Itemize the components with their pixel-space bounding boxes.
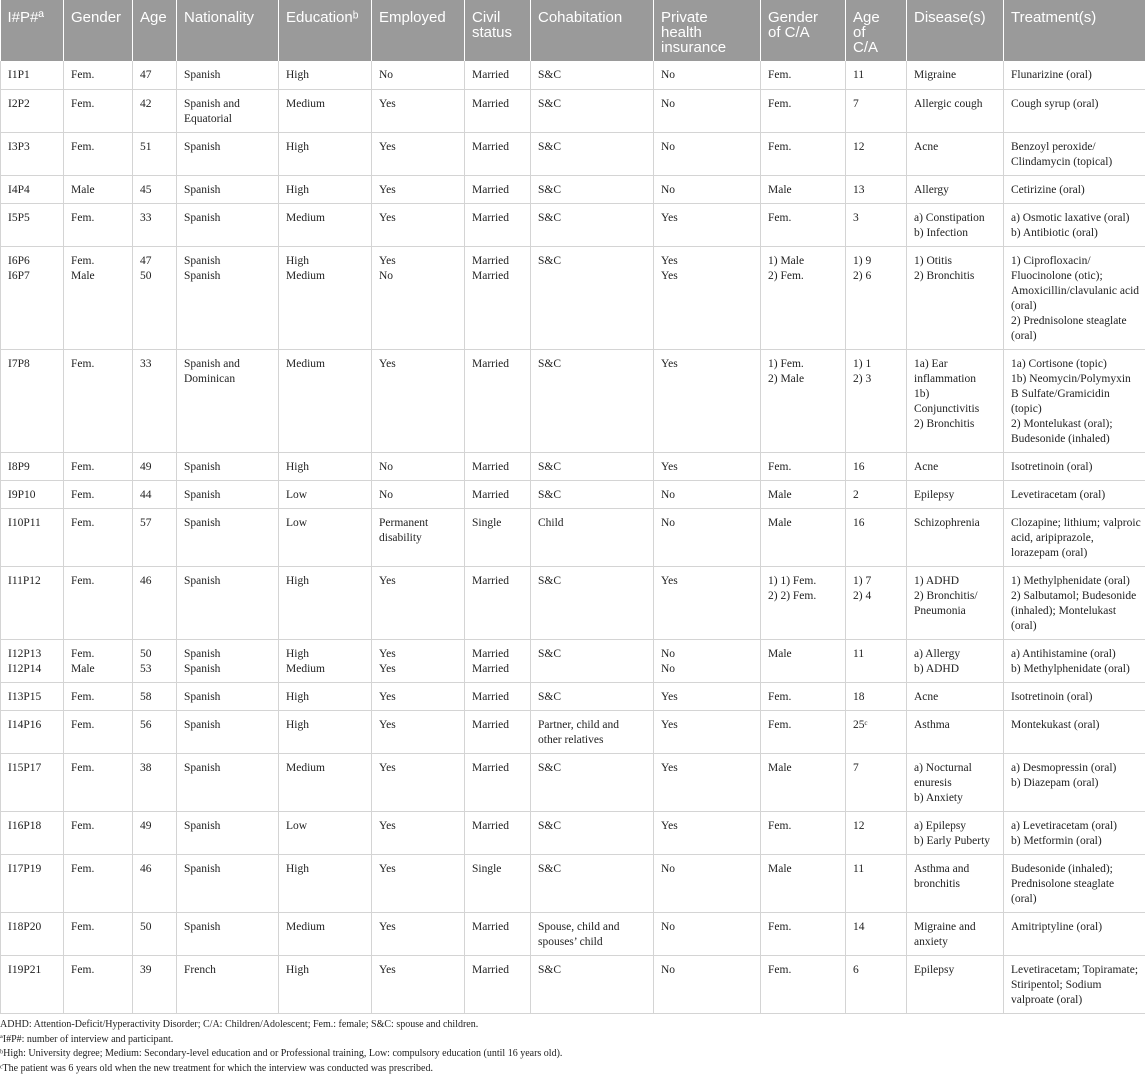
- cell-age: 33: [133, 203, 177, 246]
- cell-age: 58: [133, 682, 177, 710]
- table-row: [1, 682, 1145, 710]
- cell-age: 46: [133, 854, 177, 912]
- cell-gender-ca: Male: [761, 639, 846, 682]
- cell-treatments: Clozapine; lithium; valproic acid, aripiprazole, lorazepam (oral): [1004, 508, 1145, 566]
- column-header-employed: Employed: [372, 0, 465, 61]
- cell-private-insurance: No No: [654, 639, 761, 682]
- cell-cohabitation: S&C: [531, 753, 654, 811]
- cell-id: I9P10: [1, 480, 64, 508]
- cell-private-insurance: Yes: [654, 349, 761, 452]
- cell-age-ca: 12: [846, 811, 907, 854]
- cell-education: High: [279, 710, 372, 753]
- table-row: [1, 480, 1145, 508]
- cell-gender-ca: Male: [761, 854, 846, 912]
- cell-nationality: Spanish: [177, 203, 279, 246]
- table-row: [1, 912, 1145, 955]
- cell-treatments: a) Osmotic laxative (oral) b) Antibiotic (oral): [1004, 203, 1145, 246]
- table-body: [1, 61, 1145, 1013]
- cell-gender: Fem.: [64, 955, 133, 1013]
- column-header-civil-status: Civil status: [465, 0, 531, 61]
- cell-cohabitation: S&C: [531, 203, 654, 246]
- cell-diseases: a) Nocturnal enuresis b) Anxiety: [907, 753, 1004, 811]
- table-row: [1, 61, 1145, 89]
- cell-diseases: a) Epilepsy b) Early Puberty: [907, 811, 1004, 854]
- cell-employed: Yes: [372, 955, 465, 1013]
- table-row: [1, 811, 1145, 854]
- cell-gender: Fem.: [64, 349, 133, 452]
- cell-gender-ca: Fem.: [761, 955, 846, 1013]
- column-header-education: Educationᵇ: [279, 0, 372, 61]
- cell-private-insurance: Yes: [654, 566, 761, 639]
- cell-diseases: Asthma: [907, 710, 1004, 753]
- cell-civil-status: Married: [465, 566, 531, 639]
- cell-cohabitation: S&C: [531, 480, 654, 508]
- cell-civil-status: Single: [465, 508, 531, 566]
- cell-cohabitation: S&C: [531, 89, 654, 132]
- cell-age-ca: 1) 9 2) 6: [846, 246, 907, 349]
- cell-civil-status: Married: [465, 61, 531, 89]
- cell-cohabitation: S&C: [531, 811, 654, 854]
- column-header-treatments: Treatment(s): [1004, 0, 1145, 61]
- cell-education: High: [279, 566, 372, 639]
- cell-education: High: [279, 132, 372, 175]
- cell-civil-status: Married: [465, 480, 531, 508]
- cell-age-ca: 3: [846, 203, 907, 246]
- cell-education: Low: [279, 811, 372, 854]
- cell-age: 50 53: [133, 639, 177, 682]
- cell-nationality: Spanish: [177, 132, 279, 175]
- cell-civil-status: Married Married: [465, 246, 531, 349]
- cell-diseases: Schizophrenia: [907, 508, 1004, 566]
- cell-cohabitation: S&C: [531, 175, 654, 203]
- cell-id: I1P1: [1, 61, 64, 89]
- cell-age-ca: 6: [846, 955, 907, 1013]
- cell-nationality: Spanish: [177, 710, 279, 753]
- table-row: [1, 753, 1145, 811]
- cell-cohabitation: S&C: [531, 566, 654, 639]
- cell-nationality: Spanish: [177, 682, 279, 710]
- cell-employed: Yes: [372, 811, 465, 854]
- cell-age-ca: 12: [846, 132, 907, 175]
- cell-private-insurance: No: [654, 175, 761, 203]
- table-row: [1, 955, 1145, 1013]
- cell-age: 47: [133, 61, 177, 89]
- table-footnotes: [0, 1018, 1145, 1076]
- cell-nationality: Spanish: [177, 811, 279, 854]
- column-header-gender-ca: Gender of C/A: [761, 0, 846, 61]
- cell-employed: Yes: [372, 203, 465, 246]
- cell-id: I17P19: [1, 854, 64, 912]
- cell-id: I11P12: [1, 566, 64, 639]
- cell-gender: Fem.: [64, 61, 133, 89]
- cell-private-insurance: No: [654, 854, 761, 912]
- table-row: [1, 854, 1145, 912]
- cell-gender: Fem.: [64, 811, 133, 854]
- cell-diseases: Acne: [907, 682, 1004, 710]
- table-row: [1, 175, 1145, 203]
- cell-diseases: Acne: [907, 452, 1004, 480]
- cell-gender: Fem.: [64, 912, 133, 955]
- cell-education: High: [279, 61, 372, 89]
- cell-employed: Yes: [372, 566, 465, 639]
- cell-employed: Yes: [372, 854, 465, 912]
- cell-treatments: Amitriptyline (oral): [1004, 912, 1145, 955]
- cell-gender: Fem.: [64, 203, 133, 246]
- cell-age-ca: 25ᶜ: [846, 710, 907, 753]
- cell-gender-ca: Fem.: [761, 203, 846, 246]
- cell-nationality: Spanish: [177, 480, 279, 508]
- cell-id: I18P20: [1, 912, 64, 955]
- cell-id: I15P17: [1, 753, 64, 811]
- cell-id: I6P6 I6P7: [1, 246, 64, 349]
- cell-gender-ca: 1) Fem. 2) Male: [761, 349, 846, 452]
- cell-civil-status: Married: [465, 132, 531, 175]
- cell-gender-ca: Fem.: [761, 61, 846, 89]
- cell-employed: Yes: [372, 89, 465, 132]
- cell-diseases: 1) ADHD 2) Bronchitis/ Pneumonia: [907, 566, 1004, 639]
- cell-private-insurance: Yes: [654, 203, 761, 246]
- cell-cohabitation: S&C: [531, 349, 654, 452]
- table-row: [1, 639, 1145, 682]
- cell-treatments: Isotretinoin (oral): [1004, 452, 1145, 480]
- cell-gender-ca: Fem.: [761, 89, 846, 132]
- cell-diseases: 1) Otitis 2) Bronchitis: [907, 246, 1004, 349]
- cell-age-ca: 18: [846, 682, 907, 710]
- cell-nationality: Spanish Spanish: [177, 246, 279, 349]
- cell-cohabitation: Partner, child and other relatives: [531, 710, 654, 753]
- cell-gender-ca: Male: [761, 753, 846, 811]
- cell-gender: Fem.: [64, 710, 133, 753]
- cell-nationality: Spanish: [177, 566, 279, 639]
- cell-private-insurance: Yes: [654, 811, 761, 854]
- cell-age-ca: 7: [846, 753, 907, 811]
- cell-private-insurance: No: [654, 955, 761, 1013]
- cell-employed: Permanent disability: [372, 508, 465, 566]
- cell-age: 49: [133, 452, 177, 480]
- column-header-age: Age: [133, 0, 177, 61]
- cell-nationality: Spanish: [177, 508, 279, 566]
- cell-private-insurance: No: [654, 61, 761, 89]
- cell-nationality: Spanish and Equatorial: [177, 89, 279, 132]
- cell-employed: No: [372, 452, 465, 480]
- cell-treatments: Montekukast (oral): [1004, 710, 1145, 753]
- cell-employed: Yes: [372, 175, 465, 203]
- cell-id: I13P15: [1, 682, 64, 710]
- cell-id: I2P2: [1, 89, 64, 132]
- table-row: [1, 246, 1145, 349]
- cell-gender: Male: [64, 175, 133, 203]
- table-row: [1, 132, 1145, 175]
- cell-gender: Fem.: [64, 452, 133, 480]
- cell-age-ca: 13: [846, 175, 907, 203]
- cell-private-insurance: No: [654, 132, 761, 175]
- cell-age-ca: 14: [846, 912, 907, 955]
- cell-treatments: Cough syrup (oral): [1004, 89, 1145, 132]
- cell-treatments: 1) Ciprofloxacin/ Fluocinolone (otic); Amoxicillin/clavulanic acid (oral) 2) Prednisolone steaglate (oral): [1004, 246, 1145, 349]
- cell-diseases: Allergic cough: [907, 89, 1004, 132]
- cell-employed: Yes: [372, 682, 465, 710]
- table-row: [1, 452, 1145, 480]
- cell-civil-status: Married: [465, 682, 531, 710]
- cell-age: 49: [133, 811, 177, 854]
- cell-age-ca: 11: [846, 61, 907, 89]
- cell-gender-ca: 1) 1) Fem. 2) 2) Fem.: [761, 566, 846, 639]
- column-header-age-ca: Age of C/A: [846, 0, 907, 61]
- footnote-b: ᵇHigh: University degree; Medium: Secondary-level education and or Professional training, Low: compulsory education (until 16 years old).: [0, 1048, 563, 1059]
- cell-civil-status: Married: [465, 811, 531, 854]
- cell-gender-ca: Male: [761, 175, 846, 203]
- cell-cohabitation: S&C: [531, 682, 654, 710]
- cell-nationality: French: [177, 955, 279, 1013]
- cell-education: High: [279, 682, 372, 710]
- cell-diseases: Epilepsy: [907, 480, 1004, 508]
- cell-treatments: a) Levetiracetam (oral) b) Metformin (oral): [1004, 811, 1145, 854]
- cell-private-insurance: Yes: [654, 682, 761, 710]
- cell-age: 33: [133, 349, 177, 452]
- cell-gender-ca: Fem.: [761, 452, 846, 480]
- cell-education: Medium: [279, 89, 372, 132]
- cell-cohabitation: Child: [531, 508, 654, 566]
- cell-education: High Medium: [279, 246, 372, 349]
- cell-education: High: [279, 175, 372, 203]
- cell-age: 45: [133, 175, 177, 203]
- cell-treatments: Isotretinoin (oral): [1004, 682, 1145, 710]
- cell-gender: Fem.: [64, 132, 133, 175]
- cell-treatments: a) Antihistamine (oral) b) Methylphenidate (oral): [1004, 639, 1145, 682]
- cell-id: I4P4: [1, 175, 64, 203]
- cell-civil-status: Married: [465, 452, 531, 480]
- cell-diseases: 1a) Ear inflammation 1b) Conjunctivitis 2) Bronchitis: [907, 349, 1004, 452]
- cell-employed: Yes: [372, 132, 465, 175]
- cell-diseases: Migraine: [907, 61, 1004, 89]
- cell-private-insurance: Yes: [654, 710, 761, 753]
- cell-nationality: Spanish Spanish: [177, 639, 279, 682]
- cell-age-ca: 1) 1 2) 3: [846, 349, 907, 452]
- cell-age: 47 50: [133, 246, 177, 349]
- cell-employed: Yes: [372, 710, 465, 753]
- cell-treatments: Levetiracetam; Topiramate; Stiripentol; Sodium valproate (oral): [1004, 955, 1145, 1013]
- cell-gender-ca: 1) Male 2) Fem.: [761, 246, 846, 349]
- footnote-a: ªI#P#: number of interview and participant.: [0, 1033, 174, 1045]
- cell-private-insurance: Yes: [654, 452, 761, 480]
- cell-treatments: Budesonide (inhaled); Prednisolone steaglate (oral): [1004, 854, 1145, 912]
- cell-cohabitation: S&C: [531, 955, 654, 1013]
- cell-id: I19P21: [1, 955, 64, 1013]
- cell-civil-status: Married: [465, 349, 531, 452]
- cell-gender-ca: Male: [761, 508, 846, 566]
- cell-gender: Fem.: [64, 566, 133, 639]
- cell-age: 50: [133, 912, 177, 955]
- cell-treatments: Levetiracetam (oral): [1004, 480, 1145, 508]
- cell-gender-ca: Male: [761, 480, 846, 508]
- cell-employed: Yes: [372, 912, 465, 955]
- cell-age-ca: 2: [846, 480, 907, 508]
- cell-gender-ca: Fem.: [761, 811, 846, 854]
- cell-diseases: a) Allergy b) ADHD: [907, 639, 1004, 682]
- cell-education: High: [279, 854, 372, 912]
- cell-nationality: Spanish: [177, 854, 279, 912]
- cell-diseases: Migraine and anxiety: [907, 912, 1004, 955]
- cell-education: Medium: [279, 349, 372, 452]
- cell-civil-status: Single: [465, 854, 531, 912]
- cell-education: Medium: [279, 912, 372, 955]
- cell-age-ca: 16: [846, 452, 907, 480]
- cell-civil-status: Married: [465, 955, 531, 1013]
- cell-age: 42: [133, 89, 177, 132]
- cell-gender: Fem. Male: [64, 246, 133, 349]
- column-header-gender: Gender: [64, 0, 133, 61]
- cell-private-insurance: No: [654, 508, 761, 566]
- cell-gender-ca: Fem.: [761, 682, 846, 710]
- cell-nationality: Spanish: [177, 175, 279, 203]
- cell-id: I3P3: [1, 132, 64, 175]
- table-row: [1, 566, 1145, 639]
- cell-diseases: Asthma and bronchitis: [907, 854, 1004, 912]
- cell-employed: Yes: [372, 753, 465, 811]
- column-header-diseases: Disease(s): [907, 0, 1004, 61]
- cell-cohabitation: S&C: [531, 132, 654, 175]
- footnote-c: ᶜThe patient was 6 years old when the new treatment for which the interview was conducted was prescribed.: [0, 1062, 433, 1074]
- cell-id: I14P16: [1, 710, 64, 753]
- cell-age-ca: 1) 7 2) 4: [846, 566, 907, 639]
- cell-gender: Fem.: [64, 508, 133, 566]
- cell-id: I7P8: [1, 349, 64, 452]
- cell-age-ca: 11: [846, 639, 907, 682]
- cell-nationality: Spanish: [177, 61, 279, 89]
- cell-age-ca: 7: [846, 89, 907, 132]
- cell-nationality: Spanish: [177, 753, 279, 811]
- cell-age: 38: [133, 753, 177, 811]
- cell-private-insurance: No: [654, 480, 761, 508]
- cell-id: I10P11: [1, 508, 64, 566]
- cell-age-ca: 16: [846, 508, 907, 566]
- cell-civil-status: Married Married: [465, 639, 531, 682]
- cell-civil-status: Married: [465, 203, 531, 246]
- cell-education: High: [279, 452, 372, 480]
- cell-treatments: a) Desmopressin (oral) b) Diazepam (oral): [1004, 753, 1145, 811]
- cell-age: 44: [133, 480, 177, 508]
- table-row: [1, 89, 1145, 132]
- cell-age: 56: [133, 710, 177, 753]
- cell-private-insurance: No: [654, 89, 761, 132]
- cell-civil-status: Married: [465, 175, 531, 203]
- cell-cohabitation: S&C: [531, 639, 654, 682]
- cell-gender: Fem.: [64, 682, 133, 710]
- cell-cohabitation: S&C: [531, 246, 654, 349]
- cell-employed: Yes Yes: [372, 639, 465, 682]
- cell-gender: Fem. Male: [64, 639, 133, 682]
- cell-treatments: Benzoyl peroxide/ Clindamycin (topical): [1004, 132, 1145, 175]
- cell-education: Low: [279, 508, 372, 566]
- cell-education: High: [279, 955, 372, 1013]
- cell-id: I5P5: [1, 203, 64, 246]
- cell-gender: Fem.: [64, 753, 133, 811]
- table-row: [1, 203, 1145, 246]
- cell-diseases: Epilepsy: [907, 955, 1004, 1013]
- cell-cohabitation: S&C: [531, 61, 654, 89]
- cell-employed: No: [372, 480, 465, 508]
- cell-age: 51: [133, 132, 177, 175]
- cell-gender-ca: Fem.: [761, 132, 846, 175]
- cell-private-insurance: Yes: [654, 753, 761, 811]
- cell-civil-status: Married: [465, 753, 531, 811]
- cell-treatments: 1) Methylphenidate (oral) 2) Salbutamol; Budesonide (inhaled); Montelukast (oral): [1004, 566, 1145, 639]
- cell-diseases: a) Constipation b) Infection: [907, 203, 1004, 246]
- cell-civil-status: Married: [465, 89, 531, 132]
- cell-civil-status: Married: [465, 912, 531, 955]
- cell-gender: Fem.: [64, 854, 133, 912]
- cell-treatments: Flunarizine (oral): [1004, 61, 1145, 89]
- column-header-cohabitation: Cohabitation: [531, 0, 654, 61]
- header-row: [1, 0, 1145, 61]
- cell-age: 57: [133, 508, 177, 566]
- cell-employed: Yes No: [372, 246, 465, 349]
- cell-cohabitation: S&C: [531, 452, 654, 480]
- column-header-id: I#P#ª: [1, 0, 64, 61]
- cell-cohabitation: Spouse, child and spouses’ child: [531, 912, 654, 955]
- table-header: [1, 0, 1145, 61]
- cell-nationality: Spanish and Dominican: [177, 349, 279, 452]
- footnote-abbreviations: ADHD: Attention-Deficit/Hyperactivity Disorder; C/A: Children/Adolescent; Fem.: female; S&C: spouse and children.: [0, 1019, 479, 1030]
- cell-diseases: Acne: [907, 132, 1004, 175]
- table-row: [1, 508, 1145, 566]
- cell-nationality: Spanish: [177, 452, 279, 480]
- cell-id: I16P18: [1, 811, 64, 854]
- cell-gender: Fem.: [64, 89, 133, 132]
- cell-education: High Medium: [279, 639, 372, 682]
- column-header-private-insurance: Private health insurance: [654, 0, 761, 61]
- cell-private-insurance: No: [654, 912, 761, 955]
- column-header-nationality: Nationality: [177, 0, 279, 61]
- cell-gender-ca: Fem.: [761, 912, 846, 955]
- cell-civil-status: Married: [465, 710, 531, 753]
- cell-diseases: Allergy: [907, 175, 1004, 203]
- cell-nationality: Spanish: [177, 912, 279, 955]
- cell-treatments: Cetirizine (oral): [1004, 175, 1145, 203]
- cell-age: 46: [133, 566, 177, 639]
- cell-education: Medium: [279, 753, 372, 811]
- cell-age-ca: 11: [846, 854, 907, 912]
- cell-gender: Fem.: [64, 480, 133, 508]
- table-row: [1, 710, 1145, 753]
- cell-cohabitation: S&C: [531, 854, 654, 912]
- cell-age: 39: [133, 955, 177, 1013]
- table-row: [1, 349, 1145, 452]
- cell-id: I12P13 I12P14: [1, 639, 64, 682]
- cell-id: I8P9: [1, 452, 64, 480]
- cell-employed: No: [372, 61, 465, 89]
- cell-education: Medium: [279, 203, 372, 246]
- cell-employed: Yes: [372, 349, 465, 452]
- cell-treatments: 1a) Cortisone (topic) 1b) Neomycin/Polymyxin B Sulfate/Gramicidin (topic) 2) Montelukast (oral); Budesonide (inhaled): [1004, 349, 1145, 452]
- cell-education: Low: [279, 480, 372, 508]
- cell-gender-ca: Fem.: [761, 710, 846, 753]
- cell-private-insurance: Yes Yes: [654, 246, 761, 349]
